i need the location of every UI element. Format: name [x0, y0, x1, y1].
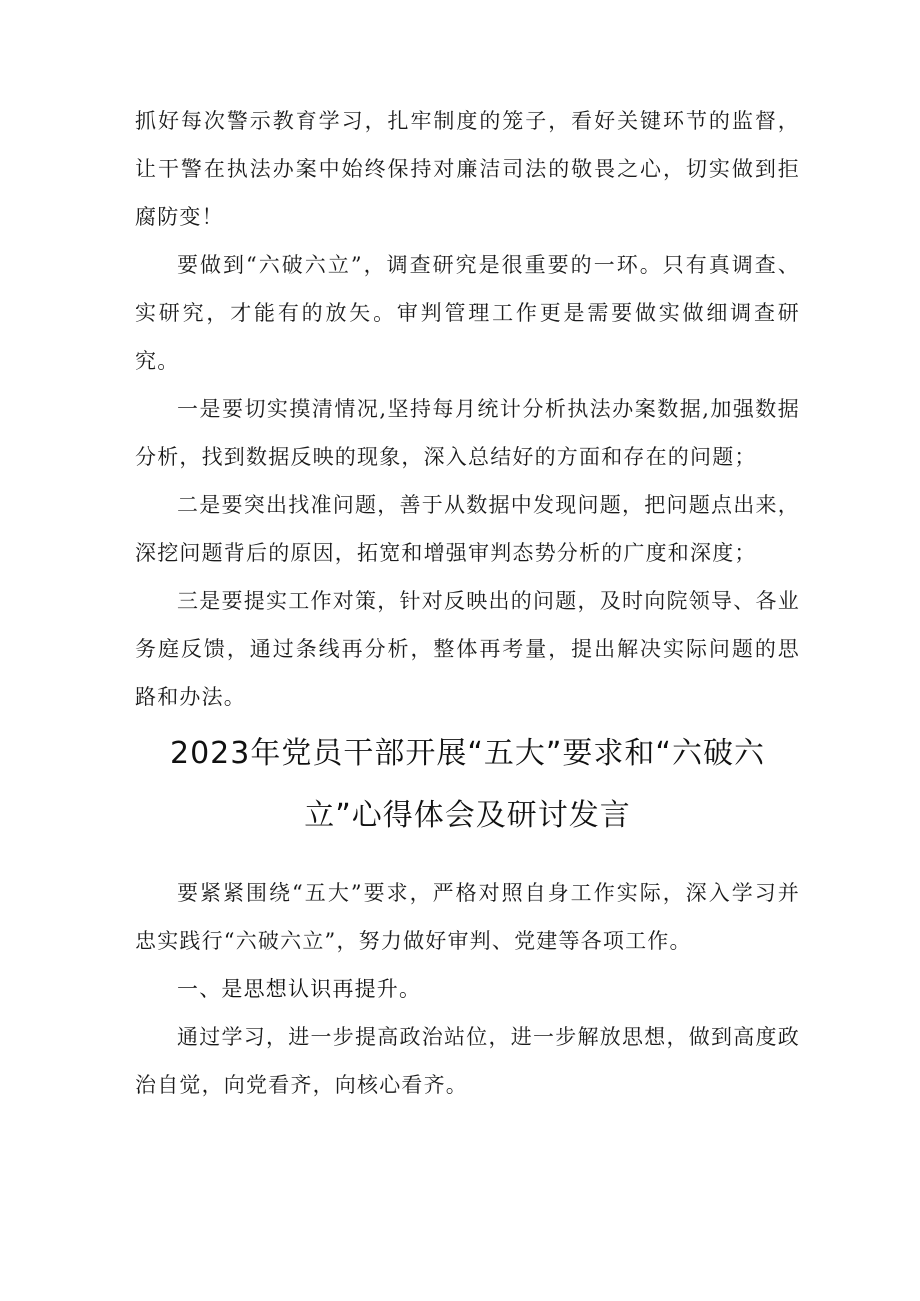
- paragraph-warning-education: 抓好每次警示教育学习，扎牢制度的笼子，看好关键环节的监督，让干警在执法办案中始终保持对廉洁司法的敬畏之心，切实做到拒腐防变！: [135, 109, 800, 229]
- paragraph-investigation-research: 要做到“六破六立”，调查研究是很重要的一环。只有真调查、实研究，才能有的放矢。审判管理工作更是需要做实做细调查研究。: [135, 253, 800, 373]
- paragraph-point-three: 三是要提实工作对策，针对反映出的问题，及时向院领导、各业务庭反馈，通过条线再分析，整体再考量，提出解决实际问题的思路和办法。: [135, 589, 800, 709]
- paragraph-intro: 要紧紧围绕“五大”要求，严格对照自身工作实际，深入学习并忠实践行“六破六立”，努力做好审判、党建等各项工作。: [135, 881, 800, 953]
- section-heading-1: 一、是思想认识再提升。: [177, 977, 422, 1001]
- paragraph-point-one: 一是要切实摸清情况,坚持每月统计分析执法办案数据,加强数据分析，找到数据反映的现象，深入总结好的方面和存在的问题；: [135, 397, 800, 469]
- paragraph-point-two: 二是要突出找准问题，善于从数据中发现问题，把问题点出来，深挖问题背后的原因，拓宽和增强审判态势分析的广度和深度；: [135, 493, 800, 565]
- document-title: [115, 725, 820, 845]
- title-line-2: 立”心得体会及研讨发言: [304, 798, 631, 833]
- paragraph-thought-improvement: 通过学习，进一步提高政治站位，进一步解放思想，做到高度政治自觉，向党看齐，向核心看齐。: [135, 1025, 800, 1097]
- title-line-1: 2023年党员干部开展“五大”要求和“六破六: [170, 736, 765, 771]
